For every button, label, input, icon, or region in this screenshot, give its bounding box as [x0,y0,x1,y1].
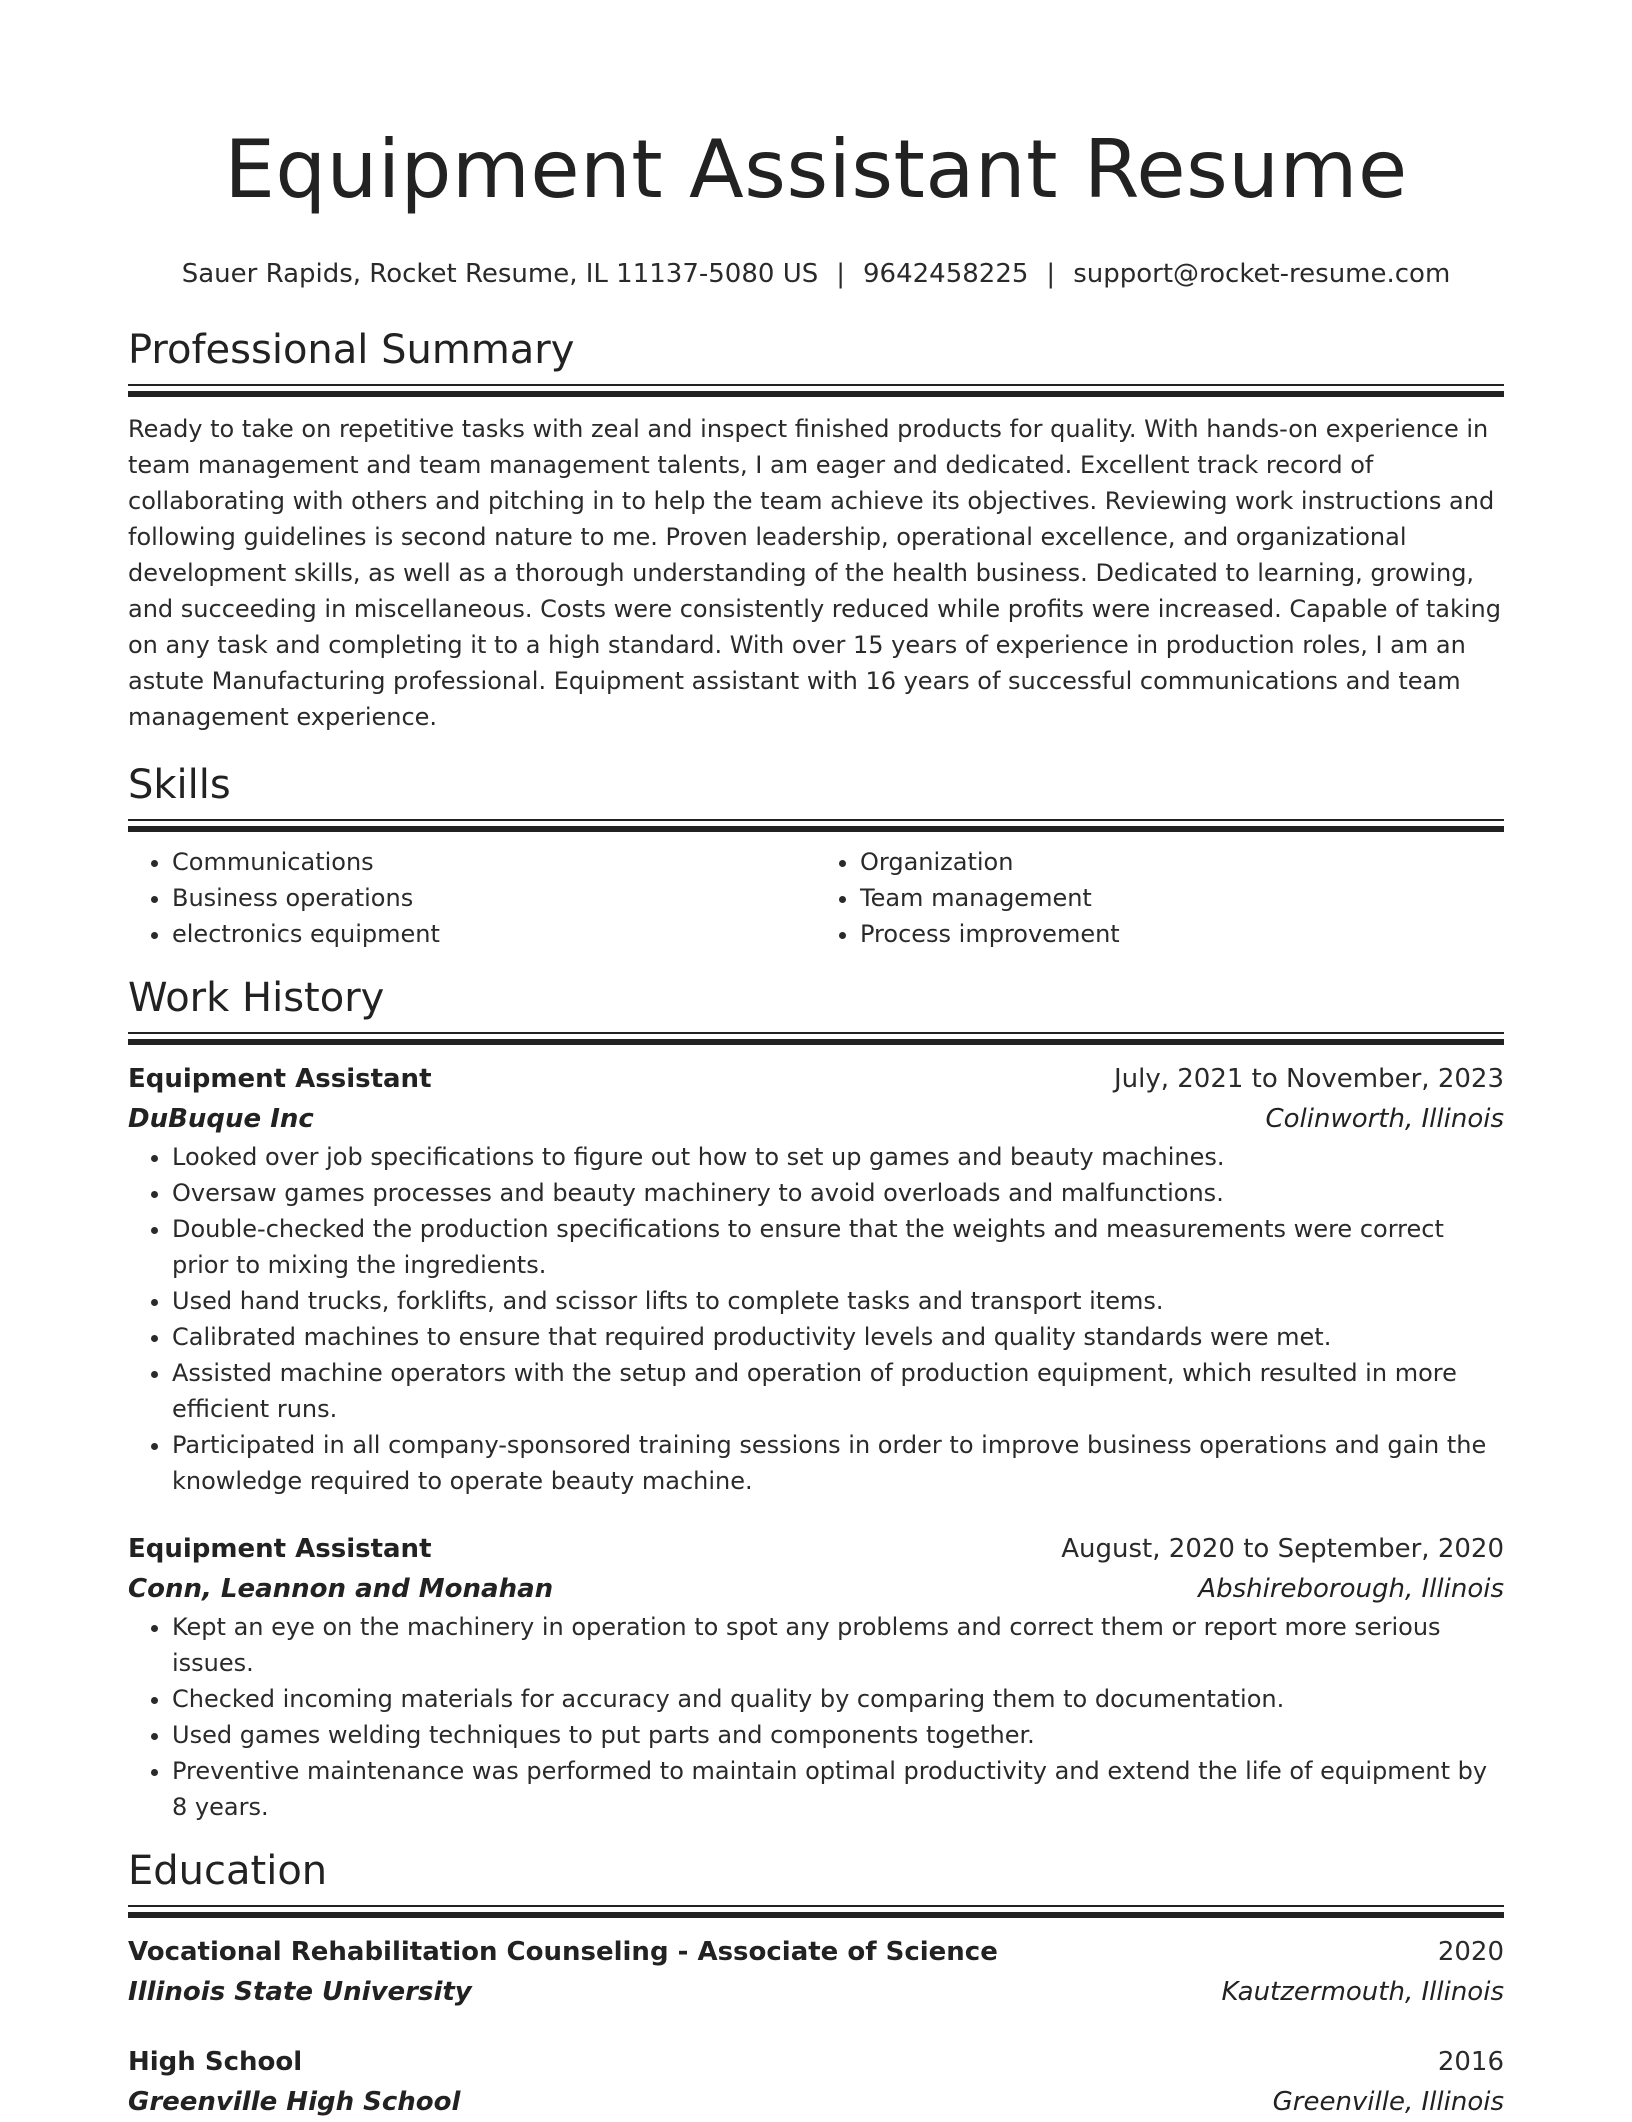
education-school: Greenville High School [128,2087,461,2117]
summary-section [128,326,1504,735]
job-bullet: • Assisted machine operators with the setup and operation of production equipment, which resulted in more efficient runs. [172,1355,1504,1427]
job-bullet: • Used hand trucks, forklifts, and scissor lifts to complete tasks and transport items. [172,1283,1504,1319]
skill-item: • Communications [172,844,816,880]
job-bullet: • Checked incoming materials for accuracy and quality by comparing them to documentation. [172,1681,1504,1717]
section-divider [128,1905,1504,1918]
contact-phone: 9642458225 [863,259,1029,289]
education-year: 2020 [1437,1937,1504,1967]
job-dates: July, 2021 to November, 2023 [1113,1064,1504,1094]
education-section [128,1847,1504,2122]
skills-grid [128,844,1504,952]
job-title: Equipment Assistant [128,1534,432,1564]
job-bullet: • Double-checked the production specifications to ensure that the weights and measurements were correct prior to mixing the ingredients. [172,1211,1504,1283]
job-bullet-list [128,1609,1504,1825]
skill-item: • Organization [860,844,1504,880]
education-subheader [128,1972,1504,2012]
education-header [128,2042,1504,2082]
section-divider [128,819,1504,832]
job-dates: August, 2020 to September, 2020 [1061,1534,1504,1564]
education-location: Greenville, Illinois [1272,2087,1504,2117]
skill-item: • electronics equipment [172,916,816,952]
job-entry [128,1529,1504,1825]
job-header [128,1529,1504,1569]
section-heading-summary: Professional Summary [128,327,575,373]
job-bullet-list [128,1139,1504,1499]
skill-item: • Business operations [172,880,816,916]
job-subheader [128,1099,1504,1139]
contact-separator: | [1046,259,1056,289]
job-bullet: • Preventive maintenance was performed to maintain optimal productivity and extend the life of equipment by 8 years. [172,1753,1504,1825]
job-entry [128,1059,1504,1499]
contact-address: Sauer Rapids, Rocket Resume, IL 11137-5080 US [181,259,819,289]
education-header [128,1932,1504,1972]
job-location: Colinworth, Illinois [1265,1104,1504,1134]
education-degree: High School [128,2047,303,2077]
education-degree: Vocational Rehabilitation Counseling - Associate of Science [128,1937,998,1967]
job-bullet: • Oversaw games processes and beauty machinery to avoid overloads and malfunctions. [172,1175,1504,1211]
job-header [128,1059,1504,1099]
job-employer: Conn, Leannon and Monahan [128,1574,554,1604]
section-heading-education: Education [128,1848,328,1894]
skills-list-left [128,844,816,952]
contact-separator: | [836,259,845,289]
education-subheader [128,2082,1504,2122]
job-location: Abshireborough, Illinois [1198,1574,1504,1604]
job-employer: DuBuque Inc [128,1104,314,1134]
job-bullet: • Calibrated machines to ensure that required productivity levels and quality standards were met. [172,1319,1504,1355]
section-divider [128,384,1504,397]
education-school: Illinois State University [128,1977,472,2007]
section-divider [128,1032,1504,1045]
summary-text: Ready to take on repetitive tasks with zeal and inspect finished products for quality. With hands-on experience in team management and team management talents, I am eager and dedicated. Excellent track record of collaborating with others and pitching in to help the team achieve its objectives. Reviewing work instructions and following guidelines is second nature to me. Proven leadership, operational excellence, and organizational development skills, as well as a thorough understanding of the health business. Dedicated to learning, growing, and succeeding in miscellaneous. Costs were consistently reduced while profits were increased. Capable of taking on any task and completing it to a high standard. With over 15 years of experience in production roles, I am an astute Manufacturing professional. Equipment assistant with 16 years of successful communications and team management experience. [128,415,1502,731]
education-year: 2016 [1437,2047,1504,2077]
contact-line [128,258,1504,290]
skill-item: • Process improvement [860,916,1504,952]
education-entry [128,2042,1504,2122]
section-heading-work-history: Work History [128,975,385,1021]
skills-section [128,761,1504,952]
contact-email[interactable]: support@rocket-resume.com [1073,259,1451,289]
job-bullet: • Kept an eye on the machinery in operation to spot any problems and correct them or report more serious issues. [172,1609,1504,1681]
skill-item: • Team management [860,880,1504,916]
work-history-section [128,974,1504,1825]
skills-list-right [816,844,1504,952]
page-title: Equipment Assistant Resume [224,123,1408,216]
job-bullet: • Looked over job specifications to figure out how to set up games and beauty machines. [172,1139,1504,1175]
job-bullet: • Used games welding techniques to put parts and components together. [172,1717,1504,1753]
job-bullet: • Participated in all company-sponsored training sessions in order to improve business operations and gain the knowledge required to operate beauty machine. [172,1427,1504,1499]
education-location: Kautzermouth, Illinois [1221,1977,1504,2007]
education-entry [128,1932,1504,2012]
job-title: Equipment Assistant [128,1064,432,1094]
section-heading-skills: Skills [128,762,231,808]
job-subheader [128,1569,1504,1609]
